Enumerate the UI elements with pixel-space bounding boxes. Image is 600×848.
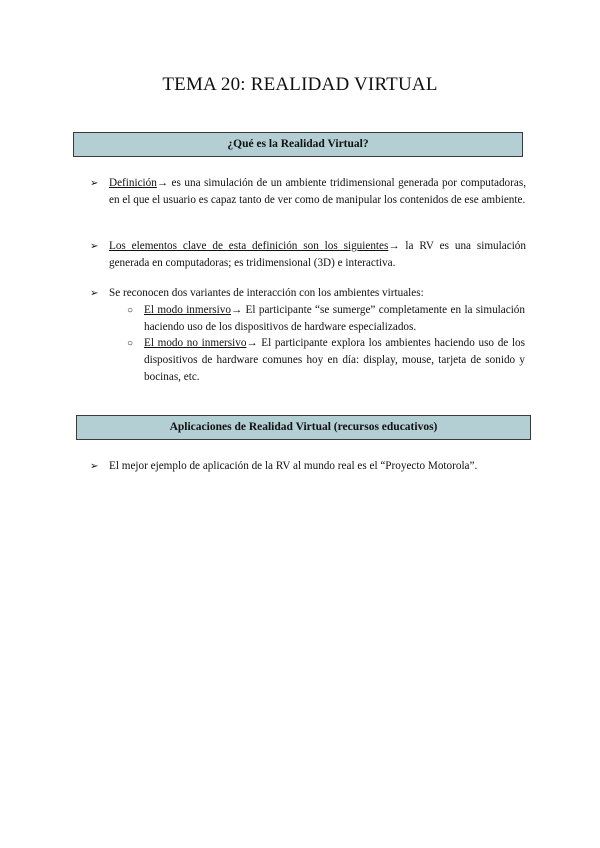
bullet-body: → la RV es una simulación generada en computadoras; es tridimensional (3D) e interactiva. <box>109 240 526 269</box>
subitem-lead: El modo no inmersivo <box>144 337 247 349</box>
document-title: TEMA 20: REALIDAD VIRTUAL <box>162 74 438 95</box>
arrow-bullet-icon: ➢ <box>90 241 99 252</box>
bullet-lead: Los elementos clave de esta definición son los siguientes <box>109 240 389 252</box>
circle-bullet-icon: ○ <box>127 338 134 349</box>
bullet-body: Se reconocen dos variantes de interacción con los ambientes virtuales: <box>109 287 424 299</box>
subitem-body: → El participante explora los ambientes haciendo uso de los dispositivos de hardware comunes hoy en día: display, mouse, tarjeta de sonido y bocinas, etc. <box>144 337 525 383</box>
subitem-body: → El participante “se sumerge” completamente en la simulación haciendo uso de los dispositivos de hardware especializados. <box>144 304 525 333</box>
bullet-variantes <box>90 285 526 302</box>
bullet-lead: Definición <box>109 177 157 189</box>
circle-bullet-icon: ○ <box>127 305 134 316</box>
section-heading-que-es: ¿Qué es la Realidad Virtual? <box>73 132 523 157</box>
arrow-bullet-icon: ➢ <box>90 178 99 189</box>
bullet-proyecto-motorola <box>90 458 526 475</box>
subitem-modo-inmersivo <box>127 302 525 336</box>
subitem-text <box>144 302 525 336</box>
bullet-definicion <box>90 175 526 209</box>
bullet-elementos-clave <box>90 238 526 272</box>
bullet-body: El mejor ejemplo de aplicación de la RV al mundo real es el “Proyecto Motorola”. <box>109 460 478 472</box>
arrow-bullet-icon: ➢ <box>90 288 99 299</box>
bullet-body: → es una simulación de un ambiente tridimensional generada por computadoras, en el que el usuario es capaz tanto de ver como de manipular los contenidos de ese ambiente. <box>109 177 526 206</box>
subitem-modo-no-inmersivo <box>127 335 525 386</box>
section-heading-aplicaciones: Aplicaciones de Realidad Virtual (recursos educativos) <box>76 415 531 440</box>
subitem-text <box>144 335 525 386</box>
arrow-bullet-icon: ➢ <box>90 461 99 472</box>
subitem-lead: El modo inmersivo <box>144 304 231 316</box>
bullet-text <box>109 175 526 209</box>
bullet-text <box>109 238 526 272</box>
